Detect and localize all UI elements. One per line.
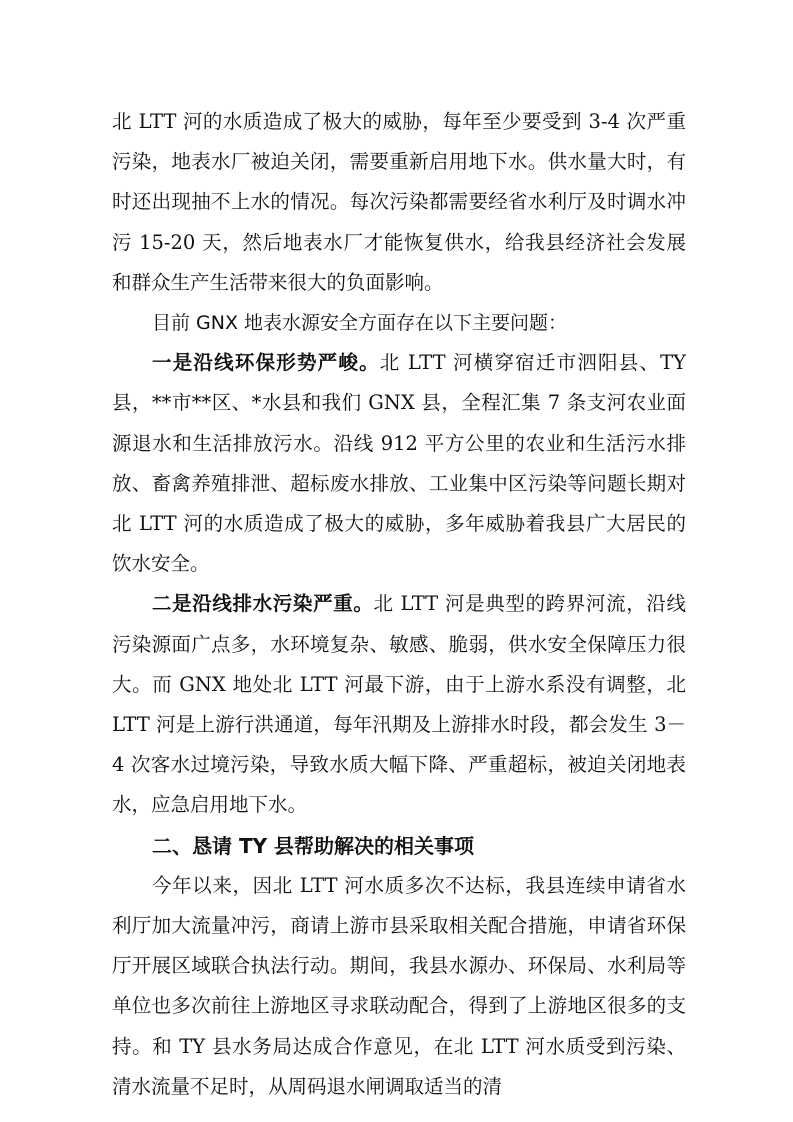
paragraph-continuation: 北 LTT 河的水质造成了极大的威胁，每年至少要受到 3-4 次严重污染，地表水厂被迫关闭，需要重新启用地下水。供水量大时，有时还出现抽不上水的情况。每次污染都需要经省水利厅及时调水冲污 15-20 天，然后地表水厂才能恢复供水，给我县经济社会发展和群众生产生活带来很大的负面影响。 [112, 110, 686, 294]
point-one-lead: 一是沿线环保形势严峻。 [152, 351, 380, 375]
paragraph-point-two [112, 584, 686, 825]
paragraph-point-one [112, 343, 686, 584]
point-one-text: 北 LTT 河横穿宿迁市泗阳县、TY 县，**市**区、*水县和我们 GNX 县，全程汇集 7 条支河农业面源退水和生活排放污水。沿线 912 平方公里的农业和生活污水排放、畜禽养殖排泄、超标废水排放、工业集中区污染等问题长期对北 LTT 河的水质造成了极大的威胁，多年威胁着我县广大居民的饮水安全。 [112, 351, 686, 576]
point-two-text: 北 LTT 河是典型的跨界河流，沿线污染源面广点多，水环境复杂、敏感、脆弱，供水安全保障压力很大。而 GNX 地处北 LTT 河最下游，由于上游水系没有调整，北 LTT 河是上游行洪通道，每年汛期及上游排水时段，都会发生 3－4 次客水过境污染，导致水质大幅下降、严重超标，被迫关闭地表水，应急启用地下水。 [112, 592, 686, 817]
section-heading: 二、恳请 TY 县帮助解决的相关事项 [152, 833, 475, 858]
point-two-lead: 二是沿线排水污染严重。 [152, 592, 374, 616]
document-page [112, 102, 686, 1107]
paragraph-requests: 今年以来，因北 LTT 河水质多次不达标，我县连续申请省水利厅加大流量冲污，商请上游市县采取相关配合措施，申请省环保厅开展区域联合执法行动。期间，我县水源办、环保局、水利局等单位也多次前往上游地区寻求联动配合，得到了上游地区很多的支持。和 TY 县水务局达成合作意见，在北 LTT 河水质受到污染、清水流量不足时，从周码退水闸调取适当的清 [112, 873, 686, 1098]
paragraph-intro: 目前 GNX 地表水源安全方面存在以下主要问题： [152, 312, 568, 335]
